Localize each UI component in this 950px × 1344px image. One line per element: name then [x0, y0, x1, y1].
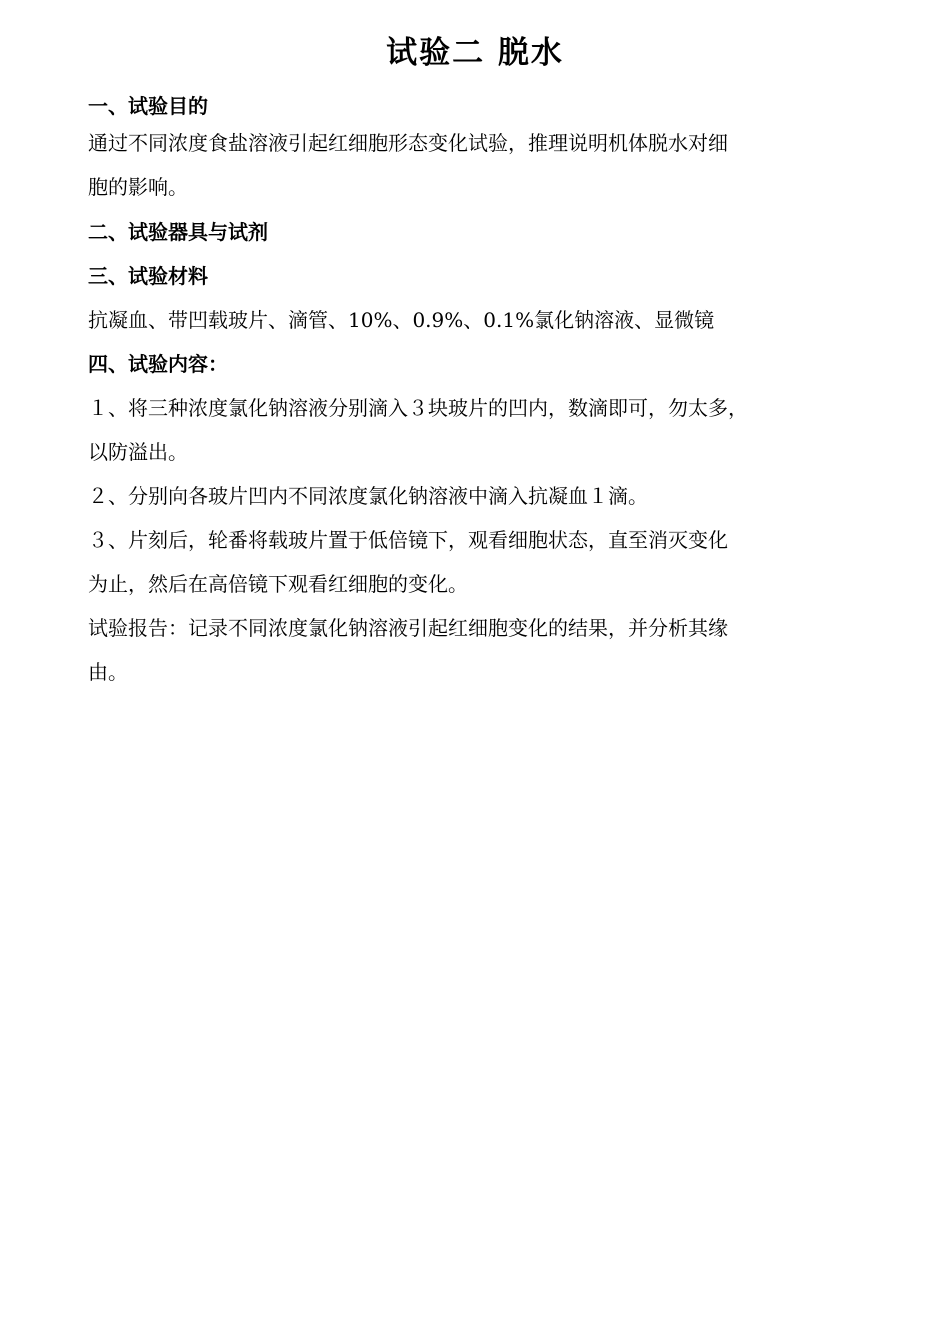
step-3-line-2: 为止，然后在高倍镜下观看红细胞的变化。 — [88, 572, 468, 596]
purpose-text-line-2: 胞的影响。 — [88, 175, 188, 199]
step-2-line-1: ２、分别向各玻片凹内不同浓度氯化钠溶液中滴入抗凝血１滴。 — [88, 484, 648, 508]
section-heading-materials: 三、试验材料 — [88, 264, 208, 288]
step-1-line-1: １、将三种浓度氯化钠溶液分别滴入３块玻片的凹内，数滴即可，勿太多， — [88, 396, 748, 420]
report-text-line-2: 由。 — [88, 660, 128, 684]
report-text-line-1: 试验报告：记录不同浓度氯化钠溶液引起红细胞变化的结果，并分析其缘 — [88, 616, 728, 640]
step-3-line-1: ３、片刻后，轮番将载玻片置于低倍镜下，观看细胞状态，直至消灭变化 — [88, 528, 728, 552]
section-heading-purpose: 一、试验目的 — [88, 94, 208, 118]
purpose-text-line-1: 通过不同浓度食盐溶液引起红细胞形态变化试验，推理说明机体脱水对细 — [88, 131, 728, 155]
document-title: 试验二 脱水 — [386, 35, 564, 71]
materials-text-line-1: 抗凝血、带凹载玻片、滴管、10%、0.9%、0.1%氯化钠溶液、显微镜 — [88, 308, 715, 332]
step-1-line-2: 以防溢出。 — [88, 440, 188, 464]
section-heading-equipment: 二、试验器具与试剂 — [88, 220, 268, 244]
section-heading-procedure: 四、试验内容： — [88, 352, 228, 376]
